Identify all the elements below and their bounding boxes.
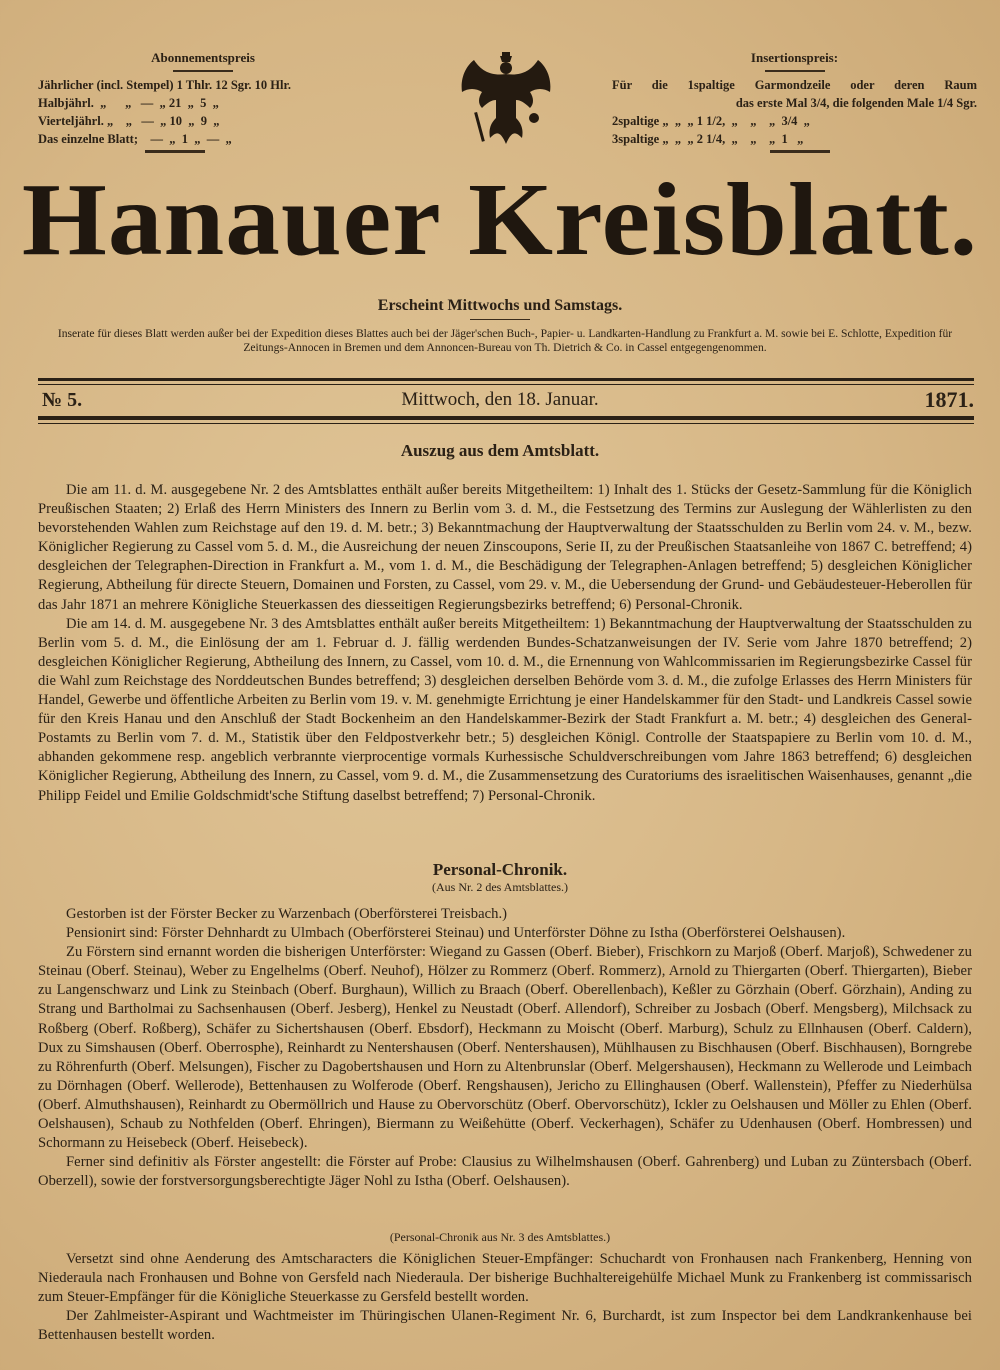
article-paragraph: Gestorben ist der Förster Becker zu Warzenbach (Oberförsterei Treisbach.) (66, 906, 508, 922)
header-rule (38, 416, 974, 424)
insertion-price-block (612, 50, 977, 148)
article-paragraph: Pensionirt sind: Förster Dehnhardt zu Ulmbach (Oberförsterei Steinau) und Unterförster Döhne zu Istha (Oberförsterei Oelshausen). (66, 925, 846, 942)
price-row: Jährlicher (incl. Stempel) 1 Thlr. 12 Sgr. 10 Hlr. (38, 78, 292, 92)
article-paragraph: Versetzt sind ohne Aenderung des Amtscharacters die Königlichen Steuer-Empfänger: Schuchardt von Fronhausen nach Frankenberg, Henning von Niederaula nach Fronhausen und Bohne von Gersfeld nach Niederaula. Der bisherige Buchhaltereigehülfe Michael Munk zu Frankenberg ist commissarisch zum Steuer-Empfänger für die Königliche Steuerkasse zu Gersfeld bestellt worden. (38, 1251, 972, 1306)
personal-chronicle (38, 905, 972, 1191)
price-row: Vierteljährl. „ „ — „ 10 „ 9 „ (38, 114, 220, 128)
issue-date: Mittwoch, den 18. Januar. (401, 389, 599, 410)
subscription-price-block (38, 50, 368, 148)
article-paragraph: Die am 14. d. M. ausgegebene Nr. 3 des Amtsblattes enthält außer bereits Mitgetheiltem: 1) Bekanntmachung der Hauptverwaltung der Staatsschulden zu Berlin vom 5. d. M., die Einlösung der am 1. Februar d. J. fällig werdenden Bundes-Schatzanweisungen der IV. Serie vom Jahre 1870 betreffend; 2) desgleichen Königlicher Regierung, Abtheilung des Innern, zu Cassel, vom 10. d. M., die Ernennung von Wahlcommissarien im Regierungsbezirke Cassel für die Wahl zum Reichstage des Norddeutschen Bundes betreffend; 3) desgleichen derselben Behörde vom 3. d. M., die zufolge Erlasses des Herrn Ministers für Handel, Gewerbe und öffentliche Arbeiten zu Berlin vom 19. v. M. genehmigte Errichtung je einer Handelskammer für den Stadt- und Landkreis Cassel sowie für den Kreis Hanau und den Anschluß der Stadt Bockenheim an den Handelskammer-Bezirk der Stadt Frankfurt a. M. betr.; 4) desgleichen des General-Postamts zu Berlin vom 7. d. M., Statistik über den Feldpostverkehr betr.; 5) desgleichen Königl. Controlle der Staatspapiere zu Berlin vom 10. d. M., abhanden gekommene resp. angeblich verbrannte vierprocentige vormals Kurhessische Schuldverschreibungen vom Jahre 1863 betreffend; 6) desgleichen Königlicher Regierung, Abtheilung des Innern, zu Cassel, vom 9. d. M., die Zusammensetzung des Curatoriums des israelitischen Waisenhauses, genannt „die Philipp Feidel und Emilie Goldschmidt'sche Stiftung daselbst betreffend; 7) Personal-Chronik. (38, 615, 972, 804)
price-row: Für die 1spaltige Garmondzeile oder deren Raum (612, 78, 977, 92)
article-paragraph: Der Zahlmeister-Aspirant und Wachtmeister im Thüringischen Ulanen-Regiment Nr. 6, Burchardt, ist zum Inspector bei dem Landkrankenhause bei Bettenhausen bestellt worden. (38, 1308, 972, 1344)
section-subheading: (Personal-Chronik aus Nr. 3 des Amtsblattes.) (389, 1230, 611, 1244)
price-row: 3spaltige „ „ „ 2 1/4, „ „ „ 1 „ (612, 132, 804, 146)
amtsblatt-excerpt (38, 481, 972, 806)
price-row: Das einzelne Blatt; — „ 1 „ — „ (38, 132, 232, 146)
subscription-price-title: Abonnementspreis (151, 50, 255, 65)
article-paragraph: Zu Förstern sind ernannt worden die bisherigen Unterförster: Wiegand zu Gassen (Oberf. Bieber), Frischkorn zu Marjoß (Oberf. Marjoß), Schwedener zu Steinau (Oberf. Steinau), Weber zu Engelhelms (Oberf. Neuhof), Hölzer zu Rommerz (Oberf. Rommerz), Arnold zu Thiergarten (Oberf. Thiergarten), Bieber zu Langenschwarz und Link zu Steinbach (Oberf. Burghaun), Willich zu Braach (Oberf. Oberellenbach), Keßler zu Görzhain (Oberf. Görzhain), Anding zu Strang und Bartholmai zu Sachsenhausen (Oberf. Jesberg), Henkel zu Neustadt (Oberf. Allendorf), Schreiber zu Josbach (Oberf. Mengsberg), Milchsack zu Roßberg (Oberf. Roßberg), Schäfer zu Sichertshausen (Oberf. Ebsdorf), Heckmann zu Moischt (Oberf. Marburg), Schulz zu Ellnhausen (Oberf. Caldern), Dux zu Simshausen (Oberf. Oberrosphe), Reinhardt zu Nentershausen (Oberf. Nentershausen), Mühlhausen zu Bischhausen (Oberf. Bischhausen), Borngrebe zu Röhrenfurth (Oberf. Melsungen), Fischer zu Dagobertshausen und Horn zu Altenbrunslar (Oberf. Melgershausen), Heckmann zu Wellerode und Leimbach zu Dörnhagen (Oberf. Wellerode), Bettenhausen zu Wolferode (Oberf. Rengshausen), Jericho zu Ellinghausen (Oberf. Wallenstein), Pfeffer zu Niederhülsa (Oberf. Almuthshausen), Reinhardt zu Obermöllrich und Hause zu Obervorschütz (Oberf. Obervorschütz), Ickler zu Oelshausen und Möller zu Ehlen (Oberf. Oelshausen), Schaub zu Nothfelden (Oberf. Ehringen), Biermann zu Weißehütte (Oberf. Veckerhagen), Schäfer zu Udenhausen (Oberf. Hombressen) und Schormann zu Heisebeck (Oberf. Heisebeck). (38, 944, 972, 1152)
issue-number: № 5. (42, 389, 83, 411)
price-row: das erste Mal 3/4, die folgenden Male 1/4 Sgr. (735, 96, 977, 110)
section-subheading: (Aus Nr. 2 des Amtsblattes.) (432, 880, 568, 894)
section-heading: Auszug aus dem Amtsblatt. (400, 441, 600, 460)
ornament-divider (145, 150, 205, 153)
insertion-price-title: Insertionspreis: (750, 50, 839, 65)
article-paragraph: Die am 11. d. M. ausgegebene Nr. 2 des Amtsblattes enthält außer bereits Mitgetheiltem: 1) Inhalt des 1. Stücks der Gesetz-Sammlung für die Königlich Preußischen Staaten; 2) Erlaß des Herrn Ministers des Innern zu Berlin vom 3. d. M., die Festsetzung des Termins zur Auslegung der Wählerlisten zu den bevorstehenden Wahlen zum Reichstage auf den 19. d. M. betr.; 3) Bekanntmachung der Hauptverwaltung der Staatsschulden zu Berlin vom 24. v. M., bezw. Königlicher Regierung zu Cassel vom 5. d. M., die Ausreichung der neuen Zinscoupons, Serie II, zu der Preußischen Staatsanleihe von 1867 C. betreffend; 4) desgleichen der Telegraphen-Direction in Frankfurt a. M., vom 1. d. M., die Beschädigung der Telegraphen-Anlagen betreffend; 5) desgleichen Königlicher Regierung, Abtheilung für directe Steuern, Domainen und Forsten, zu Cassel, vom 29. v. M., die Uebersendung der Grund- und Gebäudesteuer-Heberollen für das Jahr 1871 an mehrere Königliche Steuerkassen des diesseitigen Regierungsbezirks betreffend; 6) Personal-Chronik. (38, 482, 972, 613)
divider (173, 70, 233, 72)
issue-year: 1871. (924, 387, 974, 412)
personal-chronicle-nr3 (38, 1250, 972, 1345)
divider (470, 319, 530, 320)
publication-frequency: Erscheint Mittwochs und Samstags. (377, 297, 623, 314)
section-heading: Personal-Chronik. (432, 860, 568, 879)
newspaper-title: Hanauer Kreisblatt. (21, 162, 979, 277)
article-paragraph: Ferner sind definitiv als Förster angestellt: die Förster auf Probe: Clausius zu Wilhelmshausen (Oberf. Gahrenberg) und Luban zu Züntersbach (Oberf. Oberzell), sowie der forstversorgungsberechtigte Jäger Nohl zu Istha (Oberf. Oelshausen). (38, 1154, 972, 1190)
price-row: 2spaltige „ „ „ 1 1/2, „ „ „ 3/4 „ (612, 114, 810, 128)
divider (765, 70, 825, 72)
prussian-eagle-icon (452, 48, 560, 152)
ornament-divider (770, 150, 830, 153)
price-row: Halbjährl. „ „ — „ 21 „ 5 „ (38, 96, 219, 110)
advertising-notice: Inserate für dieses Blatt werden außer bei der Expedition dieses Blattes auch bei der Jäger'schen Buch-, Papier- u. Landkarten-Handlung zu Frankfurt a. M. sowie bei E. Schlotte, Expedition für Zeitungs-Annocen in Bremen und dem Annoncen-Bureau von Th. Dietrich & Co. in Cassel entgegengenommen. (57, 327, 953, 354)
header-rule (38, 378, 974, 385)
